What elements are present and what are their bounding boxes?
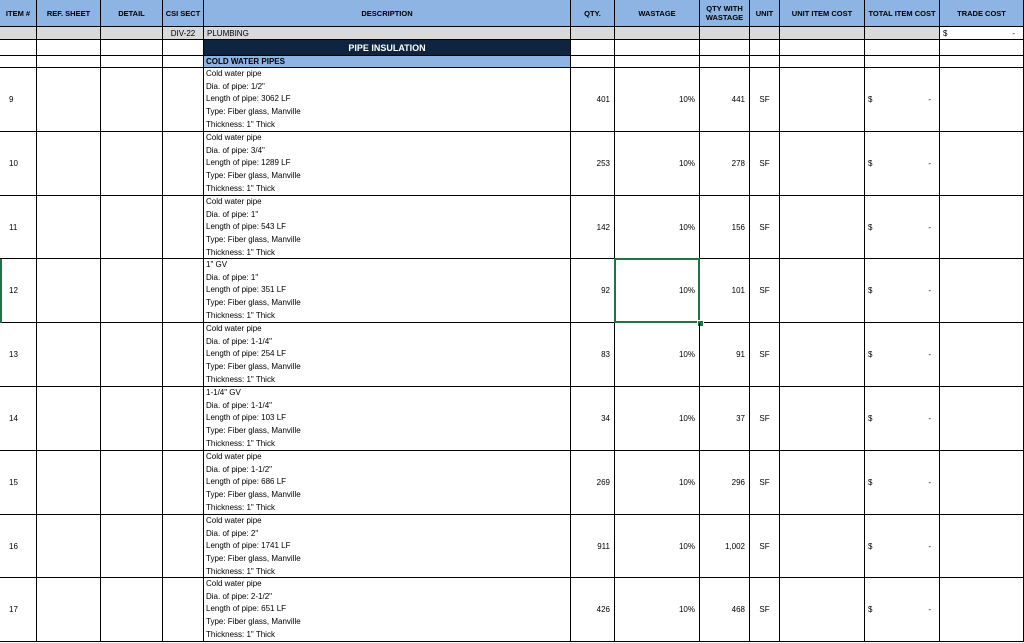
description-line: Length of pipe: 351 LF xyxy=(206,285,287,295)
wastage-cell[interactable]: 10% xyxy=(615,578,700,642)
unit-item-cost-cell[interactable] xyxy=(780,387,865,451)
qty-with-wastage-cell[interactable]: 296 xyxy=(700,451,750,515)
description-line: Dia. of pipe: 1" xyxy=(206,272,259,282)
currency-symbol: $ xyxy=(868,541,873,551)
qty-with-wastage-cell[interactable]: 101 xyxy=(700,259,750,323)
header-description[interactable]: DESCRIPTION xyxy=(204,0,571,27)
qty-with-wastage-cell[interactable]: 278 xyxy=(700,132,750,196)
csi-sect-cell[interactable] xyxy=(163,259,204,323)
description-line: Type: Fiber glass, Manville xyxy=(206,298,301,308)
cost-value: - xyxy=(928,159,931,168)
item-number[interactable]: 11 xyxy=(0,196,37,259)
qty-cell[interactable]: 401 xyxy=(571,68,615,132)
cost-value: - xyxy=(928,541,931,551)
qty-cell[interactable]: 142 xyxy=(571,196,615,259)
description-line: Thickness: 1" Thick xyxy=(206,247,275,257)
description-line: Dia. of pipe: 1-1/4" xyxy=(206,336,272,346)
trade-cost-cell[interactable] xyxy=(940,132,1024,196)
trade-cost-cell[interactable] xyxy=(940,323,1024,387)
ref-sheet-cell[interactable] xyxy=(37,196,101,259)
cost-value: - xyxy=(928,350,931,359)
header-wastage[interactable]: WASTAGE xyxy=(615,0,700,27)
description-cell[interactable] xyxy=(204,578,571,642)
currency-symbol: $ xyxy=(868,95,873,104)
empty-cell[interactable] xyxy=(571,40,615,56)
unit-item-cost-cell[interactable] xyxy=(780,323,865,387)
description-cell[interactable] xyxy=(204,196,571,259)
description-cell[interactable] xyxy=(204,132,571,196)
qty-cell[interactable]: 92 xyxy=(571,259,615,323)
currency-symbol: $ xyxy=(868,222,873,232)
unit-item-cost-cell[interactable] xyxy=(780,132,865,196)
detail-cell[interactable] xyxy=(101,515,163,578)
qty-with-wastage-cell[interactable]: 441 xyxy=(700,68,750,132)
description-line: Thickness: 1" Thick xyxy=(206,310,275,320)
description-line: Type: Fiber glass, Manville xyxy=(206,554,301,564)
division-row-cell[interactable] xyxy=(865,27,940,40)
header-trade-cost[interactable]: TRADE COST xyxy=(940,0,1024,27)
ref-sheet-cell[interactable] xyxy=(37,132,101,196)
empty-cell[interactable] xyxy=(750,40,780,56)
wastage-cell[interactable]: 10% xyxy=(615,387,700,451)
description-line: Dia. of pipe: 1-1/2" xyxy=(206,464,272,474)
wastage-cell[interactable]: 10% xyxy=(615,196,700,259)
description-cell[interactable] xyxy=(204,515,571,578)
empty-cell[interactable] xyxy=(940,40,1024,56)
csi-sect-cell[interactable] xyxy=(163,515,204,578)
trade-cost-cell[interactable] xyxy=(940,68,1024,132)
unit-item-cost-cell[interactable] xyxy=(780,259,865,323)
item-number[interactable]: 17 xyxy=(0,578,37,642)
cost-value: - xyxy=(928,414,931,423)
unit-item-cost-cell[interactable] xyxy=(780,515,865,578)
unit-item-cost-cell[interactable] xyxy=(780,578,865,642)
description-line: Type: Fiber glass, Manville xyxy=(206,107,301,117)
description-line: Thickness: 1" Thick xyxy=(206,374,275,384)
description-line: Dia. of pipe: 3/4" xyxy=(206,145,265,155)
unit-cell[interactable]: SF xyxy=(750,578,780,642)
description-line: Cold water pipe xyxy=(206,516,262,525)
description-line: Type: Fiber glass, Manville xyxy=(206,490,301,500)
description-cell[interactable] xyxy=(204,68,571,132)
qty-cell[interactable]: 911 xyxy=(571,515,615,578)
description-line: Length of pipe: 651 LF xyxy=(206,604,287,614)
qty-cell[interactable]: 269 xyxy=(571,451,615,515)
qty-with-wastage-cell[interactable]: 1,002 xyxy=(700,515,750,578)
detail-cell[interactable] xyxy=(101,578,163,642)
total-item-cost-cell[interactable] xyxy=(865,451,940,515)
ref-sheet-cell[interactable] xyxy=(37,515,101,578)
division-row-cell[interactable] xyxy=(700,27,750,40)
division-row-cell[interactable] xyxy=(750,27,780,40)
unit-item-cost-cell[interactable] xyxy=(780,451,865,515)
csi-sect-cell[interactable] xyxy=(163,323,204,387)
detail-cell[interactable] xyxy=(101,196,163,259)
item-number[interactable]: 15 xyxy=(0,451,37,515)
csi-sect-cell[interactable] xyxy=(163,68,204,132)
description-line: Dia. of pipe: 1-1/4" xyxy=(206,400,272,410)
cost-value: - xyxy=(928,95,931,104)
description-line: 1-1/4" GV xyxy=(206,388,241,397)
qty-cell[interactable]: 253 xyxy=(571,132,615,196)
description-line: 1" GV xyxy=(206,260,228,269)
description-line: Thickness: 1" Thick xyxy=(206,438,275,448)
total-item-cost-cell[interactable] xyxy=(865,323,940,387)
empty-cell[interactable] xyxy=(865,40,940,56)
description-cell[interactable] xyxy=(204,259,571,323)
division-row-cell[interactable] xyxy=(0,27,37,40)
total-item-cost-cell[interactable] xyxy=(865,132,940,196)
division-row-cell[interactable] xyxy=(780,27,865,40)
detail-cell[interactable] xyxy=(101,323,163,387)
header-item[interactable]: ITEM # xyxy=(0,0,37,27)
description-line: Dia. of pipe: 2-1/2" xyxy=(206,591,272,601)
description-line: Type: Fiber glass, Manville xyxy=(206,171,301,181)
unit-cell[interactable]: SF xyxy=(750,387,780,451)
empty-cell[interactable] xyxy=(101,40,163,56)
description-line: Type: Fiber glass, Manville xyxy=(206,362,301,372)
empty-cell[interactable] xyxy=(37,40,101,56)
division-code[interactable]: DIV-22 xyxy=(163,27,204,40)
ref-sheet-cell[interactable] xyxy=(37,578,101,642)
empty-cell[interactable] xyxy=(780,40,865,56)
unit-cell[interactable]: SF xyxy=(750,68,780,132)
subsection-title[interactable]: COLD WATER PIPES xyxy=(204,56,571,68)
description-line: Length of pipe: 103 LF xyxy=(206,413,287,423)
ref-sheet-cell[interactable] xyxy=(37,68,101,132)
description-line: Cold water pipe xyxy=(206,69,262,78)
description-line: Length of pipe: 686 LF xyxy=(206,477,287,487)
description-line: Type: Fiber glass, Manville xyxy=(206,617,301,627)
empty-cell[interactable] xyxy=(780,56,865,68)
empty-cell[interactable] xyxy=(163,56,204,68)
division-row-cell[interactable] xyxy=(571,27,615,40)
currency-symbol: $ xyxy=(868,286,873,295)
ref-sheet-cell[interactable] xyxy=(37,259,101,323)
item-number[interactable]: 12 xyxy=(0,259,37,323)
description-line: Thickness: 1" Thick xyxy=(206,183,275,193)
description-line: Length of pipe: 1289 LF xyxy=(206,158,291,168)
ref-sheet-cell[interactable] xyxy=(37,323,101,387)
empty-cell[interactable] xyxy=(940,56,1024,68)
empty-cell[interactable] xyxy=(37,56,101,68)
total-item-cost-cell[interactable] xyxy=(865,196,940,259)
active-row-indicator xyxy=(0,259,2,323)
detail-cell[interactable] xyxy=(101,259,163,323)
unit-cell[interactable]: SF xyxy=(750,323,780,387)
unit-item-cost-cell[interactable] xyxy=(780,196,865,259)
unit-cell[interactable]: SF xyxy=(750,196,780,259)
ref-sheet-cell[interactable] xyxy=(37,387,101,451)
empty-cell[interactable] xyxy=(0,40,37,56)
header-unit[interactable]: UNIT xyxy=(750,0,780,27)
csi-sect-cell[interactable] xyxy=(163,451,204,515)
empty-cell[interactable] xyxy=(101,56,163,68)
wastage-cell[interactable]: 10% xyxy=(615,323,700,387)
unit-cell[interactable]: SF xyxy=(750,451,780,515)
empty-cell[interactable] xyxy=(615,56,700,68)
description-line: Length of pipe: 3062 LF xyxy=(206,94,291,104)
currency-symbol: $ xyxy=(943,28,948,38)
header-csi-sect[interactable]: CSI SECT xyxy=(163,0,204,27)
cost-value: - xyxy=(928,222,931,232)
csi-sect-cell[interactable] xyxy=(163,132,204,196)
detail-cell[interactable] xyxy=(101,387,163,451)
empty-cell[interactable] xyxy=(0,56,37,68)
description-line: Thickness: 1" Thick xyxy=(206,119,275,129)
empty-cell[interactable] xyxy=(750,56,780,68)
division-trade-cost[interactable] xyxy=(940,27,1024,40)
total-item-cost-cell[interactable] xyxy=(865,515,940,578)
description-cell[interactable] xyxy=(204,451,571,515)
division-row-cell[interactable] xyxy=(37,27,101,40)
section-title[interactable]: PIPE INSULATION xyxy=(204,40,571,56)
item-number[interactable]: 9 xyxy=(0,68,37,132)
empty-cell[interactable] xyxy=(700,56,750,68)
header-unit-item-cost[interactable]: UNIT ITEM COST xyxy=(780,0,865,27)
currency-symbol: $ xyxy=(868,414,873,423)
qty-with-wastage-cell[interactable]: 91 xyxy=(700,323,750,387)
header-qty[interactable]: QTY. xyxy=(571,0,615,27)
cost-value: - xyxy=(928,478,931,487)
unit-cell[interactable]: SF xyxy=(750,132,780,196)
empty-cell[interactable] xyxy=(163,40,204,56)
description-line: Dia. of pipe: 2" xyxy=(206,528,259,538)
total-item-cost-cell[interactable] xyxy=(865,259,940,323)
header-detail[interactable]: DETAIL xyxy=(101,0,163,27)
unit-cell[interactable]: SF xyxy=(750,515,780,578)
wastage-cell[interactable]: 10% xyxy=(615,132,700,196)
division-name[interactable]: PLUMBING xyxy=(204,27,571,40)
ref-sheet-cell[interactable] xyxy=(37,451,101,515)
unit-item-cost-cell[interactable] xyxy=(780,68,865,132)
item-number[interactable]: 13 xyxy=(0,323,37,387)
empty-cell[interactable] xyxy=(700,40,750,56)
header-qty-with-wastage[interactable]: QTY WITH WASTAGE xyxy=(700,0,750,27)
cost-value: - xyxy=(928,286,931,295)
description-line: Type: Fiber glass, Manville xyxy=(206,426,301,436)
unit-cell[interactable]: SF xyxy=(750,259,780,323)
trade-cost-cell[interactable] xyxy=(940,515,1024,578)
description-line: Cold water pipe xyxy=(206,197,262,206)
cost-value: - xyxy=(928,605,931,614)
description-line: Thickness: 1" Thick xyxy=(206,629,275,639)
total-item-cost-cell[interactable] xyxy=(865,68,940,132)
trade-cost-cell[interactable] xyxy=(940,387,1024,451)
qty-with-wastage-cell[interactable]: 156 xyxy=(700,196,750,259)
total-item-cost-cell[interactable] xyxy=(865,578,940,642)
header-total-item-cost[interactable]: TOTAL ITEM COST xyxy=(865,0,940,27)
empty-cell[interactable] xyxy=(571,56,615,68)
total-item-cost-cell[interactable] xyxy=(865,387,940,451)
csi-sect-cell[interactable] xyxy=(163,578,204,642)
detail-cell[interactable] xyxy=(101,451,163,515)
description-line: Length of pipe: 543 LF xyxy=(206,222,287,232)
csi-sect-cell[interactable] xyxy=(163,387,204,451)
currency-symbol: $ xyxy=(868,350,873,359)
wastage-cell[interactable]: 10% xyxy=(615,259,700,323)
trade-cost-cell[interactable] xyxy=(940,578,1024,642)
division-row-cell[interactable] xyxy=(615,27,700,40)
wastage-cell[interactable]: 10% xyxy=(615,68,700,132)
item-number[interactable]: 10 xyxy=(0,132,37,196)
description-line: Thickness: 1" Thick xyxy=(206,502,275,512)
trade-cost-cell[interactable] xyxy=(940,196,1024,259)
description-line: Length of pipe: 254 LF xyxy=(206,349,287,359)
trade-cost-value: - xyxy=(1012,28,1015,38)
division-row-cell[interactable] xyxy=(101,27,163,40)
description-line: Length of pipe: 1741 LF xyxy=(206,541,291,551)
description-cell[interactable] xyxy=(204,387,571,451)
description-line: Type: Fiber glass, Manville xyxy=(206,235,301,245)
description-line: Thickness: 1" Thick xyxy=(206,566,275,576)
description-line: Cold water pipe xyxy=(206,452,262,461)
item-number[interactable]: 14 xyxy=(0,387,37,451)
description-line: Cold water pipe xyxy=(206,324,262,333)
detail-cell[interactable] xyxy=(101,68,163,132)
currency-symbol: $ xyxy=(868,159,873,168)
qty-cell[interactable]: 83 xyxy=(571,323,615,387)
header-ref-sheet[interactable]: REF. SHEET xyxy=(37,0,101,27)
description-line: Cold water pipe xyxy=(206,133,262,142)
qty-cell[interactable]: 34 xyxy=(571,387,615,451)
currency-symbol: $ xyxy=(868,605,873,614)
empty-cell[interactable] xyxy=(865,56,940,68)
qty-cell[interactable]: 426 xyxy=(571,578,615,642)
qty-with-wastage-cell[interactable]: 468 xyxy=(700,578,750,642)
detail-cell[interactable] xyxy=(101,132,163,196)
trade-cost-cell[interactable] xyxy=(940,259,1024,323)
description-line: Dia. of pipe: 1" xyxy=(206,209,259,219)
trade-cost-cell[interactable] xyxy=(940,451,1024,515)
wastage-cell[interactable]: 10% xyxy=(615,451,700,515)
description-cell[interactable] xyxy=(204,323,571,387)
item-number[interactable]: 16 xyxy=(0,515,37,578)
qty-with-wastage-cell[interactable]: 37 xyxy=(700,387,750,451)
wastage-cell[interactable]: 10% xyxy=(615,515,700,578)
currency-symbol: $ xyxy=(868,478,873,487)
csi-sect-cell[interactable] xyxy=(163,196,204,259)
empty-cell[interactable] xyxy=(615,40,700,56)
description-line: Cold water pipe xyxy=(206,579,262,588)
description-line: Dia. of pipe: 1/2" xyxy=(206,81,265,91)
